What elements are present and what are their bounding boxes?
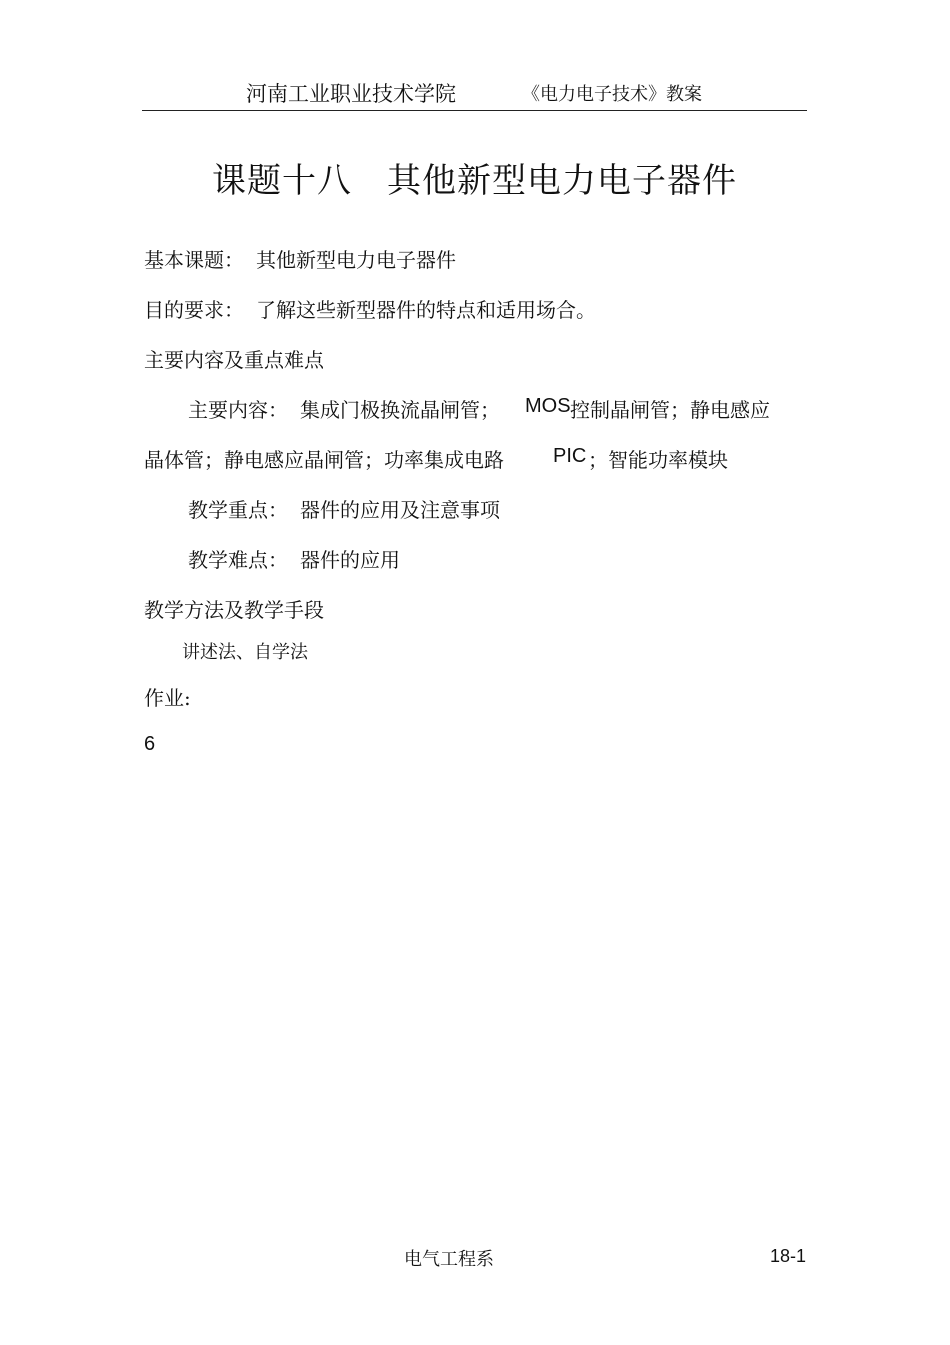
- key-point-value: 器件的应用及注意事项: [300, 498, 500, 522]
- footer-department: 电气工程系: [404, 1249, 494, 1270]
- content-line2-pic: PIC: [553, 445, 587, 467]
- content-heading: 主要内容及重点难点: [144, 348, 324, 372]
- lesson-title: 其他新型电力电子器件: [387, 161, 737, 201]
- lesson-number: 课题十八: [212, 161, 352, 201]
- header-divider: [142, 110, 807, 111]
- content-line2-part2: ；智能功率模块: [588, 448, 728, 472]
- method-value: 讲述法、自学法: [182, 642, 308, 663]
- key-point-label: 教学重点：: [188, 498, 288, 522]
- objective-label: 目的要求：: [144, 298, 244, 322]
- content-line1-mos: MOS: [525, 395, 571, 417]
- header-school-name: 河南工业职业技术学院: [246, 82, 456, 106]
- method-heading: 教学方法及教学手段: [144, 598, 324, 622]
- difficulty-label: 教学难点：: [188, 548, 288, 572]
- content-line1-part1: 集成门极换流晶闸管；: [300, 398, 500, 422]
- content-line2-part1: 晶体管；静电感应晶闸管；功率集成电路: [144, 448, 504, 472]
- content-line1-part2: 控制晶闸管；静电感应: [570, 398, 770, 422]
- basic-topic-label: 基本课题：: [144, 248, 244, 272]
- homework-label: 作业:: [144, 686, 191, 710]
- homework-value: 6: [144, 733, 156, 755]
- footer-page-number: 18-1: [770, 1246, 807, 1266]
- basic-topic-value: 其他新型电力电子器件: [256, 248, 456, 272]
- difficulty-value: 器件的应用: [300, 548, 400, 572]
- content-label: 主要内容：: [188, 398, 288, 422]
- objective-value: 了解这些新型器件的特点和适用场合。: [256, 298, 596, 322]
- header-course-name: 《电力电子技术》教案: [522, 84, 702, 105]
